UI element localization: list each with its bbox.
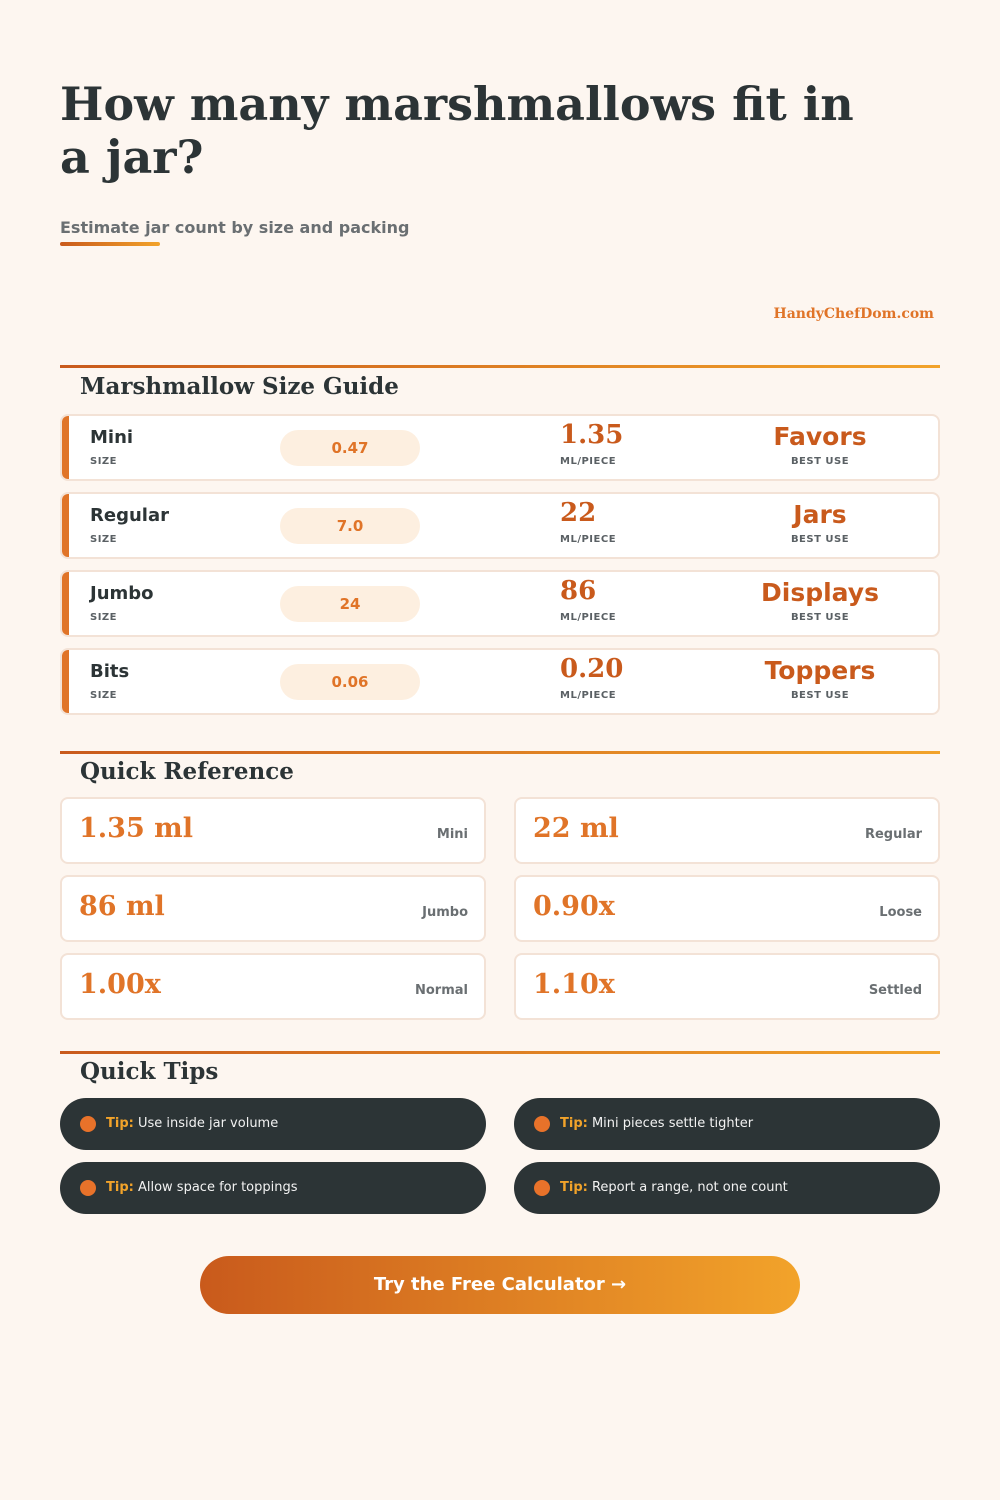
tip-text: [560, 1116, 753, 1131]
quick-reference-title: Quick Reference: [80, 758, 294, 785]
best-use-label: BEST USE: [790, 612, 850, 623]
tip-card: [60, 1162, 486, 1214]
reference-value: 22 ml: [533, 813, 619, 844]
quick-tips-title: Quick Tips: [80, 1058, 219, 1085]
row-accent: [62, 494, 69, 557]
tip-body: Mini pieces settle tighter: [591, 1116, 754, 1131]
reference-label: Loose: [879, 905, 922, 920]
reference-card: [514, 875, 940, 942]
reference-label: Jumbo: [422, 905, 468, 920]
size-pill: 24: [280, 586, 420, 622]
best-use-label: BEST USE: [790, 456, 850, 467]
size-row-jumbo: [60, 570, 940, 637]
tip-body: Report a range, not one count: [591, 1180, 788, 1195]
best-use-label: BEST USE: [790, 534, 850, 545]
section-divider: [60, 751, 940, 754]
reference-card: [60, 797, 486, 864]
ml-label: ML/PIECE: [560, 456, 617, 467]
reference-value: 86 ml: [79, 891, 165, 922]
size-pill: 0.06: [280, 664, 420, 700]
best-use-label: BEST USE: [790, 690, 850, 701]
reference-value: 1.00x: [79, 969, 161, 1000]
reference-card: [60, 875, 486, 942]
reference-label: Regular: [864, 827, 922, 842]
size-label: SIZE: [90, 456, 118, 467]
ml-per-piece: 0.20: [560, 654, 624, 684]
size-label: SIZE: [90, 612, 118, 623]
free-calculator-button[interactable]: Try the Free Calculator →: [200, 1256, 800, 1314]
tip-label: Tip:: [106, 1180, 134, 1195]
row-accent: [62, 650, 69, 713]
tip-text: [106, 1116, 278, 1131]
reference-label: Settled: [868, 983, 922, 998]
bullet-dot-icon: [534, 1180, 550, 1196]
size-row-bits: [60, 648, 940, 715]
size-guide-title: Marshmallow Size Guide: [80, 373, 399, 400]
tip-card: [60, 1098, 486, 1150]
page-title: How many marshmallows fit in a jar?: [60, 77, 854, 184]
row-accent: [62, 416, 69, 479]
size-name: Regular: [90, 505, 169, 526]
tip-body: Use inside jar volume: [137, 1116, 279, 1131]
size-label: SIZE: [90, 534, 118, 545]
reference-value: 0.90x: [533, 891, 615, 922]
ml-per-piece: 86: [560, 576, 597, 606]
best-use: Favors: [773, 422, 867, 451]
tip-body: Allow space for toppings: [137, 1180, 298, 1195]
size-pill: 7.0: [280, 508, 420, 544]
reference-value: 1.10x: [533, 969, 615, 1000]
best-use: Toppers: [764, 656, 876, 685]
reference-label: Mini: [436, 827, 468, 842]
row-accent: [62, 572, 69, 635]
size-row-regular: [60, 492, 940, 559]
tip-text: [106, 1180, 298, 1195]
ml-per-piece: 1.35: [560, 420, 624, 450]
ml-label: ML/PIECE: [560, 534, 617, 545]
page-subtitle: Estimate jar count by size and packing: [60, 218, 410, 237]
ml-label: ML/PIECE: [560, 612, 617, 623]
subtitle-underline: [60, 242, 160, 246]
reference-value: 1.35 ml: [79, 813, 193, 844]
tip-card: [514, 1098, 940, 1150]
reference-card: [514, 797, 940, 864]
section-divider: [60, 1051, 940, 1054]
reference-card: [514, 953, 940, 1020]
bullet-dot-icon: [80, 1116, 96, 1132]
ml-label: ML/PIECE: [560, 690, 617, 701]
best-use: Jars: [793, 500, 847, 529]
size-name: Jumbo: [90, 583, 154, 604]
size-row-mini: [60, 414, 940, 481]
tip-label: Tip:: [106, 1116, 134, 1131]
size-label: SIZE: [90, 690, 118, 701]
bullet-dot-icon: [534, 1116, 550, 1132]
size-name: Bits: [90, 661, 130, 682]
best-use: Displays: [761, 578, 879, 607]
reference-label: Normal: [415, 983, 468, 998]
ml-per-piece: 22: [560, 498, 597, 528]
tip-label: Tip:: [560, 1116, 588, 1131]
tip-card: [514, 1162, 940, 1214]
bullet-dot-icon: [80, 1180, 96, 1196]
size-pill: 0.47: [280, 430, 420, 466]
reference-card: [60, 953, 486, 1020]
section-divider: [60, 365, 940, 368]
tip-text: [560, 1180, 788, 1195]
tip-label: Tip:: [560, 1180, 588, 1195]
brand-link[interactable]: HandyChefDom.com: [773, 306, 934, 322]
size-name: Mini: [90, 427, 134, 448]
